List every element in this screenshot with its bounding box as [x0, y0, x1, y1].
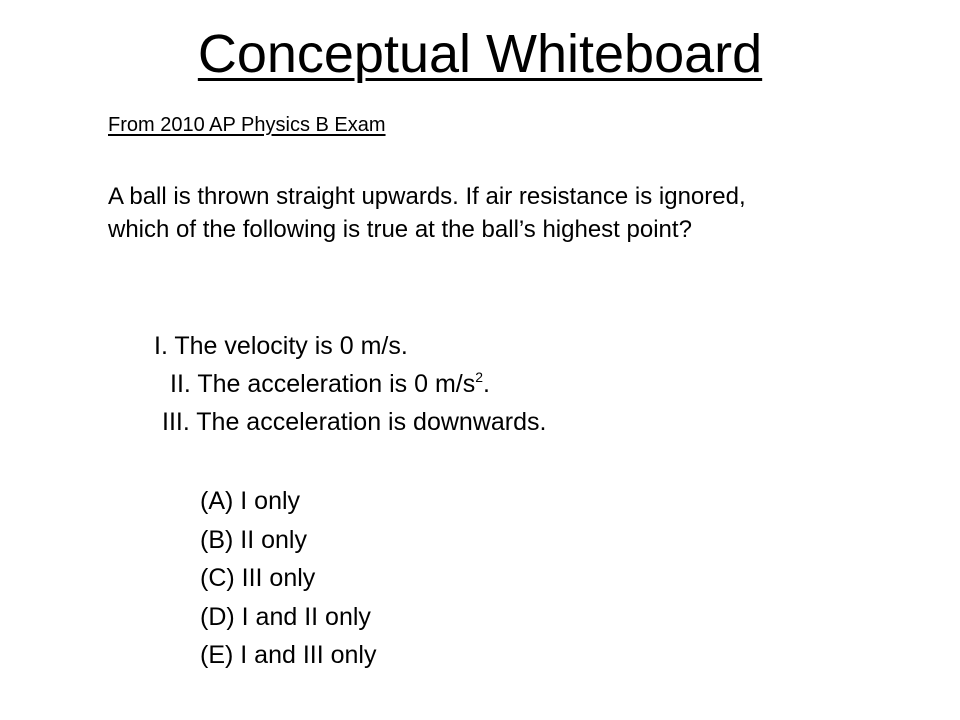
statement-2 [170, 366, 490, 402]
statement-2-end: . [483, 370, 490, 398]
statement-3: III. The acceleration is downwards. [162, 408, 547, 436]
statement-2-superscript: 2 [475, 369, 484, 385]
question-line-2: which of the following is true at the ball’s highest point? [108, 216, 692, 243]
question-line-1: A ball is thrown straight upwards. If air resistance is ignored, [108, 183, 746, 210]
slide-title: Conceptual Whiteboard [197, 24, 763, 84]
statement-1: I. The velocity is 0 m/s. [154, 332, 408, 360]
source-line: From 2010 AP Physics B Exam [108, 114, 386, 136]
choice-c: (C) III only [200, 564, 316, 592]
answer-choices [200, 482, 376, 675]
question-text [108, 180, 868, 246]
choice-d: (D) I and II only [200, 602, 371, 631]
choice-b: (B) II only [200, 525, 307, 554]
choice-a: (A) I only [200, 487, 301, 515]
statement-2-text: II. The acceleration is 0 m/s [170, 370, 476, 398]
choice-e: (E) I and III only [200, 641, 377, 669]
